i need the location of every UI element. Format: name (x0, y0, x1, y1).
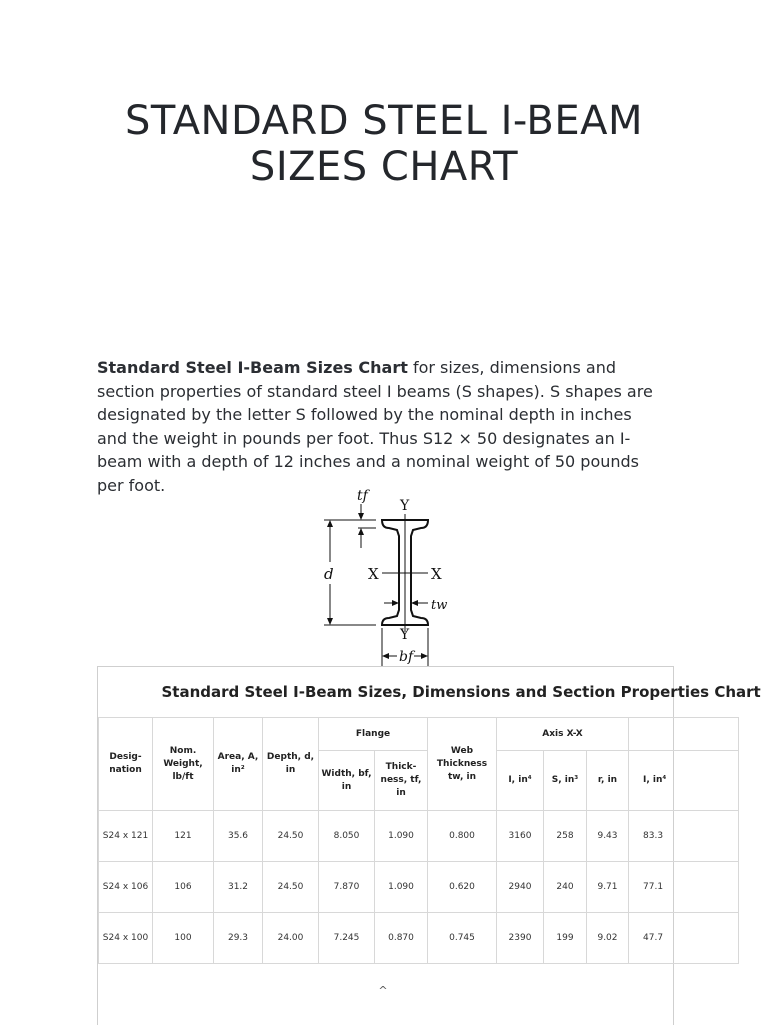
table-row (99, 811, 739, 862)
cell-thickness: 1.090 (375, 811, 428, 862)
header-flange-thickness: Thick-ness, tf, in (375, 751, 428, 811)
tw-label: tw (431, 598, 448, 613)
header-depth: Depth, d, in (263, 718, 319, 811)
header-sx: S, in³ (544, 751, 587, 811)
intro-text: for sizes, dimensions and section properties of standard steel I beams (S shapes). S shapes are designated by the letter S followed by the nominal depth in inches and the weight in pounds per foot. Thus S12 × 50 designates an I-beam with a depth of 12 inches and a nominal weight of 50 pounds per foot. (97, 358, 653, 495)
header-axis-yy (629, 718, 739, 751)
cell-iy: 83.3 (629, 811, 739, 862)
header-area: Area, A, in² (214, 718, 263, 811)
cell-designation: S24 x 106 (99, 862, 153, 913)
y-bottom-label: Y (400, 627, 410, 643)
header-rx: r, in (587, 751, 629, 811)
table-row (99, 862, 739, 913)
cell-rx: 9.71 (587, 862, 629, 913)
page-title-line-2: SIZES CHART (249, 144, 519, 190)
page-title (96, 98, 672, 190)
cell-web: 0.800 (428, 811, 497, 862)
cell-depth: 24.50 (263, 862, 319, 913)
header-weight: Nom. Weight, lb/ft (153, 718, 214, 811)
cell-designation: S24 x 100 (99, 913, 153, 964)
tf-label: tf (357, 488, 368, 504)
table-row (99, 913, 739, 964)
bf-label: bf (399, 649, 414, 665)
cell-sx: 199 (544, 913, 587, 964)
cell-width: 7.870 (319, 862, 375, 913)
intro-paragraph (97, 356, 657, 497)
cell-ix: 3160 (497, 811, 544, 862)
header-flange: Flange (319, 718, 428, 751)
cell-depth: 24.00 (263, 913, 319, 964)
steel-beam-table (98, 667, 761, 964)
steel-beam-table-container[interactable] (97, 666, 761, 1025)
cell-weight: 106 (153, 862, 214, 913)
cell-ix: 2940 (497, 862, 544, 913)
cell-area: 31.2 (214, 862, 263, 913)
intro-bold-text: Standard Steel I-Beam Sizes Chart (97, 358, 408, 377)
cell-web: 0.745 (428, 913, 497, 964)
header-iy: I, in⁴ (629, 751, 739, 811)
cell-weight: 121 (153, 811, 214, 862)
page-title-line-1: STANDARD STEEL I-BEAM (124, 98, 644, 144)
cell-designation: S24 x 121 (99, 811, 153, 862)
cell-ix: 2390 (497, 913, 544, 964)
header-ix: I, in⁴ (497, 751, 544, 811)
cell-width: 7.245 (319, 913, 375, 964)
i-beam-diagram (320, 488, 460, 668)
cell-sx: 258 (544, 811, 587, 862)
cell-thickness: 1.090 (375, 862, 428, 913)
cell-area: 29.3 (214, 913, 263, 964)
x-left-label: X (368, 565, 379, 583)
cell-depth: 24.50 (263, 811, 319, 862)
cell-width: 8.050 (319, 811, 375, 862)
cell-iy: 47.7 (629, 913, 739, 964)
cell-rx: 9.43 (587, 811, 629, 862)
cell-thickness: 0.870 (375, 913, 428, 964)
y-top-label: Y (400, 498, 410, 514)
x-right-label: X (431, 565, 442, 583)
cell-weight: 100 (153, 913, 214, 964)
cell-rx: 9.02 (587, 913, 629, 964)
chevron-up-icon[interactable]: ^ (378, 984, 388, 997)
header-axis-xx: Axis X-X (497, 718, 629, 751)
cell-area: 35.6 (214, 811, 263, 862)
cell-web: 0.620 (428, 862, 497, 913)
header-designation: Desig-nation (99, 718, 153, 811)
header-web-thickness: Web Thickness tw, in (428, 718, 497, 811)
dimension-arrows (327, 513, 428, 659)
cell-iy: 77.1 (629, 862, 739, 913)
d-label: d (324, 565, 334, 583)
header-flange-width: Width, bf, in (319, 751, 375, 811)
dimension-lines (324, 504, 428, 666)
cell-sx: 240 (544, 862, 587, 913)
table-caption: Standard Steel I-Beam Sizes, Dimensions and Section Properties Chart (99, 667, 739, 718)
